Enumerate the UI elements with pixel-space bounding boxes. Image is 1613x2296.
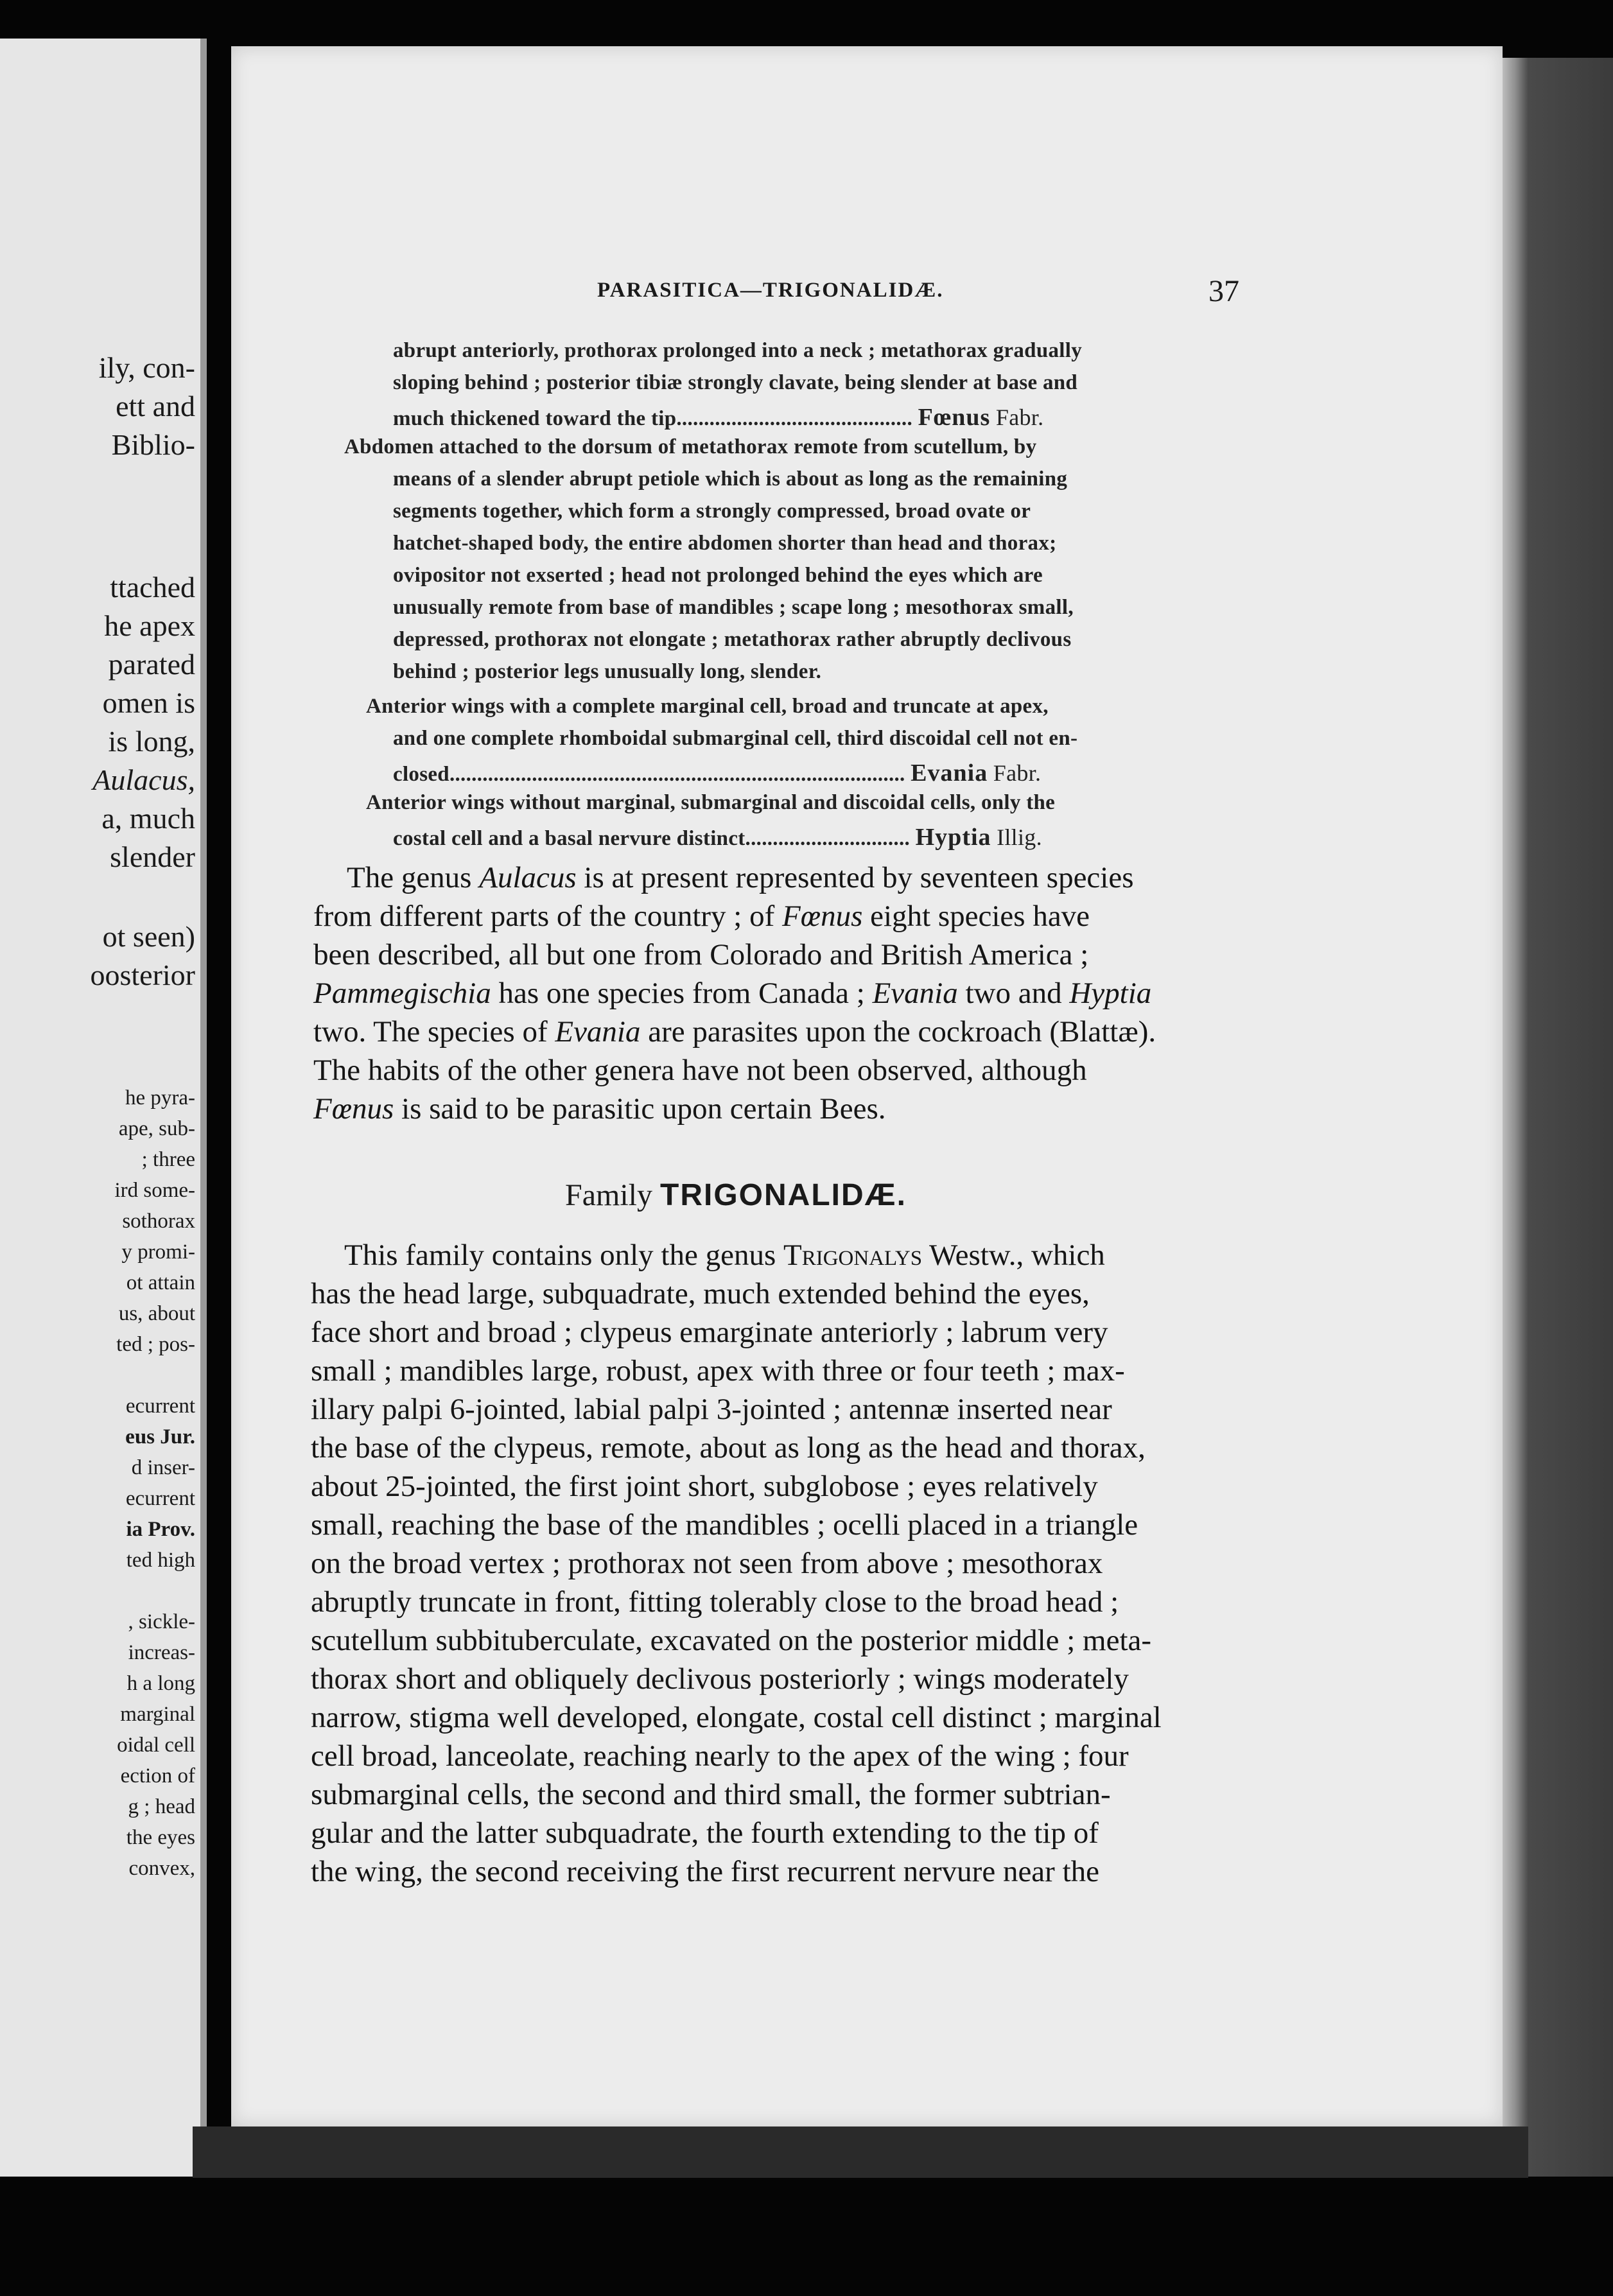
family-heading — [565, 1178, 907, 1213]
text-run: from different parts of the country ; of — [313, 900, 783, 933]
left-fragment: h a long — [126, 1672, 195, 1695]
key-line-text: closed................................................................................... — [393, 763, 905, 786]
body-line: has the head large, subquadrate, much extended behind the eyes, — [311, 1277, 1090, 1310]
left-fragment: marginal — [120, 1703, 195, 1726]
body-line: about 25-jointed, the first joint short, subglobose ; eyes relatively — [311, 1470, 1098, 1503]
left-fragment: a, much — [101, 802, 195, 835]
left-fragment: ; three — [141, 1148, 195, 1171]
left-fragment: ttached — [110, 571, 195, 604]
running-head: PARASITICA—TRIGONALIDÆ. — [597, 279, 944, 302]
genus-hyptia: Hyptia — [915, 824, 991, 851]
left-page-fragment — [0, 39, 207, 2177]
body-line: the wing, the second receiving the first recurrent nervure near the — [311, 1855, 1099, 1888]
key-line — [393, 759, 1041, 787]
body-line: The habits of the other genera have not been observed, although — [313, 1054, 1087, 1087]
genus-italic: Pammegischia — [313, 977, 491, 1010]
body-line: face short and broad ; clypeus emarginate anteriorly ; labrum very — [311, 1316, 1108, 1349]
left-fragment: Aulacus, — [92, 763, 195, 796]
text-run: Westw., which — [922, 1239, 1105, 1272]
body-line: narrow, stigma well developed, elongate, costal cell distinct ; marginal — [311, 1701, 1162, 1734]
left-fragment: the eyes — [126, 1826, 195, 1849]
genus-evania: Evania — [911, 760, 988, 787]
body-line: gular and the latter subquadrate, the fourth extending to the tip of — [311, 1816, 1099, 1850]
body-line: small ; mandibles large, robust, apex with three or four teeth ; max- — [311, 1354, 1125, 1387]
left-fragment: ted ; pos- — [116, 1333, 195, 1356]
genus-smallcaps: Trigonalys — [783, 1239, 923, 1272]
key-line — [393, 403, 1043, 431]
text-run: eight species have — [862, 900, 1090, 933]
body-line: thorax short and obliquely declivous posteriorly ; wings moderately — [311, 1662, 1129, 1696]
body-line: on the broad vertex ; prothorax not seen from above ; mesothorax — [311, 1547, 1103, 1580]
left-fragment: ecurrent — [125, 1487, 195, 1510]
genus-author: Fabr. — [993, 760, 1042, 786]
body-line: submarginal cells, the second and third small, the former subtrian- — [311, 1778, 1111, 1811]
body-line: cell broad, lanceolate, reaching nearly to the apex of the wing ; four — [311, 1739, 1129, 1773]
body-line — [313, 899, 1090, 934]
body-line: the base of the clypeus, remote, about as long as the head and thorax, — [311, 1431, 1146, 1465]
text-run: two. The species of — [313, 1015, 555, 1048]
key-line: Anterior wings with a complete marginal cell, broad and truncate at apex, — [366, 695, 1049, 718]
left-fragment: us, about — [118, 1302, 195, 1325]
page-number: 37 — [1208, 274, 1239, 308]
text-run: has one species from Canada ; — [491, 977, 873, 1010]
genus-italic: Evania — [555, 1015, 641, 1048]
key-line: depressed, prothorax not elongate ; metathorax rather abruptly declivous — [393, 628, 1072, 651]
left-fragment: ett and — [116, 390, 195, 422]
genus-italic: Fœnus — [782, 900, 863, 933]
key-line: Abdomen attached to the dorsum of metathorax remote from scutellum, by — [344, 435, 1037, 458]
genus-foenus: Fœnus — [918, 404, 991, 431]
key-line-text: costal cell and a basal nervure distinct.............................. — [393, 827, 911, 850]
key-line: ovipositor not exserted ; head not prolonged behind the eyes which are — [393, 564, 1043, 587]
body-line: scutellum subbituberculate, excavated on the posterior middle ; meta- — [311, 1624, 1152, 1657]
family-prefix: Family — [565, 1178, 653, 1212]
key-line — [393, 823, 1042, 851]
left-fragment: ia Prov. — [126, 1518, 195, 1541]
left-fragment: he pyra- — [125, 1086, 195, 1109]
key-line: behind ; posterior legs unusually long, slender. — [393, 660, 822, 683]
key-line: sloping behind ; posterior tibiæ strongly clavate, being slender at base and — [393, 371, 1078, 394]
left-fragment: sothorax — [122, 1210, 195, 1233]
key-line: means of a slender abrupt petiole which is about as long as the remaining — [393, 467, 1068, 491]
left-fragment: convex, — [128, 1857, 195, 1880]
key-line-text: much thickened toward the tip........................................... — [393, 407, 913, 430]
left-fragment: ection of — [120, 1764, 195, 1787]
left-fragment: parated — [108, 648, 195, 681]
left-fragment: oosterior — [90, 959, 195, 991]
body-line — [313, 1014, 1156, 1049]
left-fragment: ily, con- — [98, 351, 195, 384]
key-line: hatchet-shaped body, the entire abdomen shorter than head and thorax; — [393, 532, 1057, 555]
left-fragment: omen is — [102, 686, 195, 719]
left-fragment: ot seen) — [102, 920, 195, 953]
left-fragment: ot attain — [126, 1271, 195, 1294]
text-run: This family contains only the genus — [344, 1239, 784, 1272]
left-fragment: ted high — [126, 1549, 195, 1572]
key-line: abrupt anteriorly, prothorax prolonged into a neck ; metathorax gradually — [393, 339, 1083, 362]
left-fragment: Biblio- — [111, 428, 195, 461]
genus-italic: Hyptia — [1069, 977, 1152, 1010]
main-page — [231, 46, 1503, 2126]
left-fragment: , sickle- — [128, 1610, 195, 1633]
left-fragment: slender — [110, 840, 195, 873]
family-name: TRIGONALIDÆ. — [660, 1178, 907, 1212]
genus-italic: Fœnus — [313, 1092, 394, 1126]
left-fragment: g ; head — [128, 1795, 195, 1818]
body-line — [313, 1091, 886, 1126]
book-bottom-edge — [193, 2126, 1528, 2178]
body-line: illary palpi 6-jointed, labial palpi 3-jointed ; antennæ inserted near — [311, 1393, 1112, 1426]
key-line: segments together, which form a strongly compressed, broad ovate or — [393, 500, 1031, 523]
body-line — [313, 976, 1151, 1011]
left-fragment: d inser- — [131, 1456, 195, 1479]
genus-italic: Aulacus — [479, 861, 577, 894]
left-fragment: ape, sub- — [118, 1117, 195, 1140]
left-fragment: eus Jur. — [125, 1425, 195, 1448]
left-fragment: ecurrent — [125, 1395, 195, 1418]
left-fragment: oidal cell — [117, 1734, 195, 1757]
body-line — [344, 1238, 1105, 1273]
text-run: two and — [957, 977, 1070, 1010]
left-fragment: y promi- — [121, 1240, 195, 1264]
left-fragment: ird some- — [114, 1179, 195, 1202]
body-line: small, reaching the base of the mandibles ; ocelli placed in a triangle — [311, 1508, 1138, 1542]
left-fragment: he apex — [104, 609, 195, 642]
book-page-edges — [1503, 58, 1613, 2177]
body-line: abruptly truncate in front, fitting tolerably close to the broad head ; — [311, 1585, 1119, 1619]
genus-author: Illig. — [997, 824, 1042, 850]
key-line: Anterior wings without marginal, submarginal and discoidal cells, only the — [366, 791, 1056, 814]
text-run: is said to be parasitic upon certain Bees. — [394, 1092, 886, 1126]
key-line: unusually remote from base of mandibles ; scape long ; mesothorax small, — [393, 596, 1074, 619]
text-run: The genus — [347, 861, 480, 894]
genus-author: Fabr. — [995, 404, 1044, 430]
body-line — [347, 860, 1134, 895]
key-line: and one complete rhomboidal submarginal cell, third discoidal cell not en- — [393, 727, 1078, 750]
text-run: is at present represented by seventeen species — [576, 861, 1134, 894]
text-run: are parasites upon the cockroach (Blattæ). — [640, 1015, 1156, 1048]
genus-italic: Evania — [872, 977, 958, 1010]
body-line: been described, all but one from Colorado and British America ; — [313, 938, 1089, 971]
left-fragment: increas- — [128, 1641, 195, 1664]
left-fragment: is long, — [108, 725, 195, 758]
